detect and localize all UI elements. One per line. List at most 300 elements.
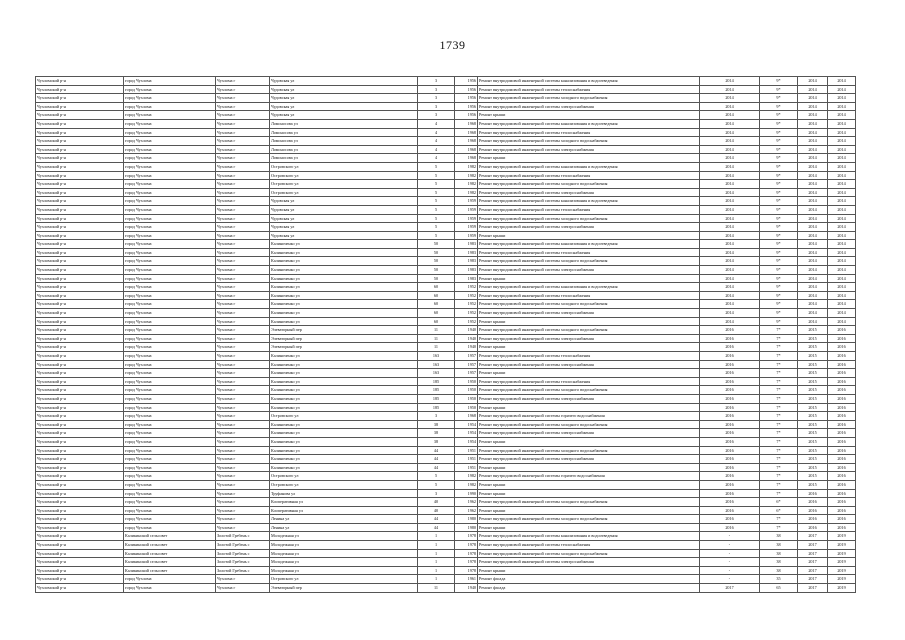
settlement-cell: Чухлома г [216, 128, 270, 137]
start-year-cell: 2014 [798, 180, 828, 189]
district-cell: Чухломский р-н [36, 515, 124, 524]
municipality-cell: город Чухлома [124, 506, 216, 515]
district-cell: Чухломский р-н [36, 377, 124, 386]
work-type-cell: Ремонт внутридомовой инженерной системы электроснабжения [478, 223, 700, 232]
table-row [36, 377, 856, 386]
house-number-cell: 185 [418, 377, 455, 386]
year-cell: 2016 [700, 360, 760, 369]
work-type-cell: Ремонт внутридомовой инженерной системы канализования и водоотведения [478, 197, 700, 206]
year-built-cell: 1983 [455, 266, 478, 275]
year-built-cell: 1968 [455, 412, 478, 421]
code-cell: 9* [760, 154, 798, 163]
start-year-cell: 2014 [798, 257, 828, 266]
settlement-cell: Чухлома г [216, 274, 270, 283]
year-built-cell: 1983 [455, 274, 478, 283]
end-year-cell: 2014 [828, 94, 856, 103]
street-cell: Молодежная ул [270, 549, 418, 558]
table-row [36, 231, 856, 240]
street-cell: Калиниченко ул [270, 360, 418, 369]
end-year-cell: 2014 [828, 197, 856, 206]
start-year-cell: 2015 [798, 429, 828, 438]
municipality-cell: город Чухлома [124, 412, 216, 421]
work-type-cell: Ремонт внутридомовой инженерной системы электроснабжения [478, 266, 700, 275]
house-number-cell: 1 [418, 558, 455, 567]
district-cell: Чухломский р-н [36, 489, 124, 498]
end-year-cell: 2016 [828, 498, 856, 507]
settlement-cell: Чухлома г [216, 523, 270, 532]
settlement-cell: Чухлома г [216, 145, 270, 154]
house-number-cell: 11 [418, 584, 455, 593]
table-row [36, 248, 856, 257]
settlement-cell: Чухлома г [216, 154, 270, 163]
code-cell: 9* [760, 274, 798, 283]
end-year-cell: 2014 [828, 154, 856, 163]
street-cell: Островского ул [270, 412, 418, 421]
house-number-cell: 50 [418, 257, 455, 266]
start-year-cell: 2015 [798, 420, 828, 429]
settlement-cell: Чухлома г [216, 102, 270, 111]
year-cell: 2016 [700, 343, 760, 352]
municipality-cell: город Чухлома [124, 369, 216, 378]
work-type-cell: Ремонт внутридомовой инженерной системы электроснабжения [478, 455, 700, 464]
code-cell: 9* [760, 119, 798, 128]
table-row [36, 188, 856, 197]
work-type-cell: Ремонт внутридомовой инженерной системы холодного водоснабжения [478, 180, 700, 189]
work-type-cell: Ремонт внутридомовой инженерной системы электроснабжения [478, 394, 700, 403]
end-year-cell: 2016 [828, 523, 856, 532]
year-built-cell: 1950 [455, 386, 478, 395]
street-cell: Ломоносова ул [270, 128, 418, 137]
end-year-cell: 2014 [828, 274, 856, 283]
year-built-cell: 1959 [455, 205, 478, 214]
house-number-cell: 3 [418, 94, 455, 103]
district-cell: Чухломский р-н [36, 162, 124, 171]
start-year-cell: 2014 [798, 154, 828, 163]
year-built-cell: 1950 [455, 394, 478, 403]
municipality-cell: город Чухлома [124, 489, 216, 498]
code-cell: 9* [760, 291, 798, 300]
work-type-cell: Ремонт внутридомовой инженерной системы электроснабжения [478, 334, 700, 343]
start-year-cell: 2015 [798, 463, 828, 472]
year-built-cell: 1983 [455, 248, 478, 257]
street-cell: Калиниченко ул [270, 300, 418, 309]
street-cell: Чудовская ул [270, 223, 418, 232]
code-cell: 7* [760, 394, 798, 403]
municipality-cell: город Чухлома [124, 257, 216, 266]
end-year-cell: 2016 [828, 463, 856, 472]
year-built-cell: 1952 [455, 309, 478, 318]
settlement-cell: Чухлома г [216, 326, 270, 335]
municipality-cell: город Чухлома [124, 145, 216, 154]
end-year-cell: 2014 [828, 85, 856, 94]
work-type-cell: Ремонт внутридомовой инженерной системы горячего водоснабжения [478, 472, 700, 481]
house-number-cell: 3 [418, 85, 455, 94]
table-row [36, 145, 856, 154]
municipality-cell: город Чухлома [124, 205, 216, 214]
code-cell: 38 [760, 541, 798, 550]
table-row [36, 437, 856, 446]
year-cell: 2014 [700, 137, 760, 146]
year-cell: 2014 [700, 128, 760, 137]
work-type-cell: Ремонт внутридомовой инженерной системы холодного водоснабжения [478, 214, 700, 223]
table-row [36, 154, 856, 163]
code-cell: 9* [760, 94, 798, 103]
municipality-cell: город Чухлома [124, 326, 216, 335]
table-row [36, 266, 856, 275]
work-type-cell: Ремонт крыши [478, 231, 700, 240]
work-type-cell: Ремонт внутридомовой инженерной системы теплоснабжения [478, 85, 700, 94]
street-cell: Калиниченко ул [270, 377, 418, 386]
code-cell: 7* [760, 334, 798, 343]
street-cell: Калиниченко ул [270, 283, 418, 292]
end-year-cell: 2016 [828, 360, 856, 369]
year-cell: 2016 [700, 352, 760, 361]
settlement-cell: Чухлома г [216, 77, 270, 86]
start-year-cell: 2014 [798, 266, 828, 275]
settlement-cell: Чухлома г [216, 515, 270, 524]
start-year-cell: 2014 [798, 94, 828, 103]
municipality-cell: город Чухлома [124, 137, 216, 146]
table-row [36, 274, 856, 283]
end-year-cell: 2016 [828, 489, 856, 498]
table-row [36, 515, 856, 524]
settlement-cell: Чухлома г [216, 180, 270, 189]
street-cell: Калиниченко ул [270, 291, 418, 300]
street-cell: Островского ул [270, 188, 418, 197]
house-number-cell: 11 [418, 343, 455, 352]
end-year-cell: 2014 [828, 145, 856, 154]
street-cell: Чудовская ул [270, 94, 418, 103]
street-cell: Чудовская ул [270, 205, 418, 214]
year-cell: 2014 [700, 223, 760, 232]
settlement-cell: Золотой Гребень с [216, 549, 270, 558]
year-cell: 2016 [700, 455, 760, 464]
end-year-cell: 2016 [828, 480, 856, 489]
code-cell: 7* [760, 489, 798, 498]
start-year-cell: 2015 [798, 334, 828, 343]
code-cell: 9* [760, 300, 798, 309]
year-built-cell: 1957 [455, 352, 478, 361]
year-cell: 2016 [700, 412, 760, 421]
table-row [36, 334, 856, 343]
district-cell: Чухломский р-н [36, 119, 124, 128]
street-cell: Элеваторный пер [270, 334, 418, 343]
table-row [36, 549, 856, 558]
end-year-cell: 2019 [828, 549, 856, 558]
end-year-cell: 2014 [828, 283, 856, 292]
year-cell: 2014 [700, 300, 760, 309]
house-number-cell: 11 [418, 334, 455, 343]
street-cell: Ломоносова ул [270, 154, 418, 163]
house-number-cell: 40 [418, 506, 455, 515]
table-row [36, 171, 856, 180]
year-built-cell: 1952 [455, 317, 478, 326]
district-cell: Чухломский р-н [36, 360, 124, 369]
municipality-cell: город Чухлома [124, 300, 216, 309]
settlement-cell: Золотой Гребень с [216, 532, 270, 541]
settlement-cell: Чухлома г [216, 360, 270, 369]
year-cell: 2014 [700, 257, 760, 266]
house-number-cell: 185 [418, 403, 455, 412]
district-cell: Чухломский р-н [36, 274, 124, 283]
municipality-cell: город Чухлома [124, 119, 216, 128]
district-cell: Чухломский р-н [36, 197, 124, 206]
table-row [36, 541, 856, 550]
municipality-cell: город Чухлома [124, 480, 216, 489]
year-built-cell: 1940 [455, 326, 478, 335]
house-number-cell: 60 [418, 291, 455, 300]
start-year-cell: 2015 [798, 437, 828, 446]
end-year-cell: 2014 [828, 291, 856, 300]
table-row [36, 257, 856, 266]
code-cell: 7* [760, 455, 798, 464]
year-cell: 2017 [700, 584, 760, 593]
house-number-cell: 1 [418, 541, 455, 550]
work-type-cell: Ремонт внутридомовой инженерной системы электроснабжения [478, 188, 700, 197]
year-cell: 2014 [700, 248, 760, 257]
district-cell: Чухломский р-н [36, 352, 124, 361]
district-cell: Чухломский р-н [36, 446, 124, 455]
municipality-cell: город Чухлома [124, 162, 216, 171]
settlement-cell: Чухлома г [216, 317, 270, 326]
end-year-cell: 2014 [828, 214, 856, 223]
street-cell: Калиниченко ул [270, 309, 418, 318]
settlement-cell: Чухлома г [216, 266, 270, 275]
municipality-cell: город Чухлома [124, 188, 216, 197]
start-year-cell: 2014 [798, 162, 828, 171]
work-type-cell: Ремонт крыши [478, 369, 700, 378]
start-year-cell: 2014 [798, 102, 828, 111]
street-cell: Островского ул [270, 180, 418, 189]
year-cell: 2014 [700, 171, 760, 180]
district-cell: Чухломский р-н [36, 85, 124, 94]
table-row [36, 420, 856, 429]
municipality-cell: город Чухлома [124, 343, 216, 352]
code-cell: 7* [760, 412, 798, 421]
code-cell: 7* [760, 480, 798, 489]
start-year-cell: 2015 [798, 412, 828, 421]
start-year-cell: 2014 [798, 317, 828, 326]
settlement-cell: Чухлома г [216, 300, 270, 309]
work-type-cell: Ремонт внутридомовой инженерной системы холодного водоснабжения [478, 498, 700, 507]
settlement-cell: Чухлома г [216, 472, 270, 481]
start-year-cell: 2015 [798, 360, 828, 369]
year-built-cell: 1956 [455, 77, 478, 86]
house-number-cell: 5 [418, 472, 455, 481]
end-year-cell: 2014 [828, 180, 856, 189]
district-cell: Чухломский р-н [36, 369, 124, 378]
house-number-cell: 50 [418, 248, 455, 257]
house-number-cell: 11 [418, 326, 455, 335]
house-number-cell: 163 [418, 369, 455, 378]
work-type-cell: Ремонт внутридомовой инженерной системы холодного водоснабжения [478, 420, 700, 429]
table-row [36, 463, 856, 472]
start-year-cell: 2016 [798, 506, 828, 515]
municipality-cell: Каликинский сельсовет [124, 541, 216, 550]
year-built-cell: 1968 [455, 119, 478, 128]
street-cell: Калиниченко ул [270, 437, 418, 446]
start-year-cell: 2014 [798, 274, 828, 283]
code-cell: 7* [760, 386, 798, 395]
street-cell: Чудовская ул [270, 214, 418, 223]
house-number-cell: 38 [418, 429, 455, 438]
house-number-cell: 44 [418, 463, 455, 472]
year-cell: 2016 [700, 403, 760, 412]
start-year-cell: 2016 [798, 489, 828, 498]
house-number-cell: 4 [418, 128, 455, 137]
start-year-cell: 2014 [798, 248, 828, 257]
year-cell: 2014 [700, 231, 760, 240]
street-cell: Калиниченко ул [270, 257, 418, 266]
district-cell: Чухломский р-н [36, 558, 124, 567]
settlement-cell: Чухлома г [216, 584, 270, 593]
table-row [36, 446, 856, 455]
settlement-cell: Чухлома г [216, 291, 270, 300]
district-cell: Чухломский р-н [36, 575, 124, 584]
house-number-cell: 60 [418, 317, 455, 326]
code-cell: 9* [760, 180, 798, 189]
code-cell: 9* [760, 137, 798, 146]
district-cell: Чухломский р-н [36, 300, 124, 309]
year-built-cell: 1957 [455, 360, 478, 369]
district-cell: Чухломский р-н [36, 455, 124, 464]
municipality-cell: город Чухлома [124, 420, 216, 429]
work-type-cell: Ремонт внутридомовой инженерной системы теплоснабжения [478, 248, 700, 257]
start-year-cell: 2017 [798, 532, 828, 541]
table-row [36, 455, 856, 464]
house-number-cell: 60 [418, 309, 455, 318]
table-row [36, 369, 856, 378]
house-number-cell: 3 [418, 77, 455, 86]
district-cell: Чухломский р-н [36, 188, 124, 197]
house-number-cell: 5 [418, 214, 455, 223]
work-type-cell: Ремонт крыши [478, 566, 700, 575]
district-cell: Чухломский р-н [36, 334, 124, 343]
settlement-cell: Чухлома г [216, 248, 270, 257]
work-type-cell: Ремонт внутридомовой инженерной системы электроснабжения [478, 360, 700, 369]
year-cell: 2014 [700, 111, 760, 120]
code-cell: 7* [760, 403, 798, 412]
table-row [36, 532, 856, 541]
year-cell: 2014 [700, 102, 760, 111]
work-type-cell: Ремонт внутридомовой инженерной системы теплоснабжения [478, 541, 700, 550]
work-type-cell: Ремонт крыши [478, 480, 700, 489]
year-cell: 2014 [700, 154, 760, 163]
settlement-cell: Золотой Гребень с [216, 541, 270, 550]
year-built-cell: 1982 [455, 180, 478, 189]
start-year-cell: 2014 [798, 214, 828, 223]
table-row [36, 300, 856, 309]
code-cell: 9* [760, 248, 798, 257]
settlement-cell: Чухлома г [216, 334, 270, 343]
street-cell: Калиниченко ул [270, 266, 418, 275]
house-number-cell: 50 [418, 274, 455, 283]
code-cell: 9* [760, 128, 798, 137]
municipality-cell: город Чухлома [124, 283, 216, 292]
municipality-cell: город Чухлома [124, 274, 216, 283]
code-cell: 7* [760, 352, 798, 361]
settlement-cell: Чухлома г [216, 480, 270, 489]
code-cell: 9* [760, 283, 798, 292]
district-cell: Чухломский р-н [36, 223, 124, 232]
municipality-cell: город Чухлома [124, 102, 216, 111]
year-built-cell: 1959 [455, 231, 478, 240]
code-cell: 9* [760, 309, 798, 318]
street-cell: Чудовская ул [270, 85, 418, 94]
start-year-cell: 2015 [798, 455, 828, 464]
year-built-cell: 1968 [455, 137, 478, 146]
work-type-cell: Ремонт внутридомовой инженерной системы электроснабжения [478, 309, 700, 318]
municipality-cell: город Чухлома [124, 111, 216, 120]
work-type-cell: Ремонт внутридомовой инженерной системы теплоснабжения [478, 352, 700, 361]
year-built-cell: 1951 [455, 455, 478, 464]
work-type-cell: Ремонт крыши [478, 343, 700, 352]
settlement-cell: Чухлома г [216, 429, 270, 438]
capital-repair-table [35, 76, 856, 593]
table-row [36, 352, 856, 361]
table-row [36, 119, 856, 128]
start-year-cell: 2015 [798, 386, 828, 395]
house-number-cell: 5 [418, 197, 455, 206]
end-year-cell: 2016 [828, 386, 856, 395]
house-number-cell: 4 [418, 145, 455, 154]
table-row [36, 523, 856, 532]
table-row [36, 489, 856, 498]
settlement-cell: Чухлома г [216, 257, 270, 266]
code-cell: 9* [760, 214, 798, 223]
district-cell: Чухломский р-н [36, 154, 124, 163]
start-year-cell: 2017 [798, 575, 828, 584]
work-type-cell: Ремонт крыши [478, 111, 700, 120]
settlement-cell: Чухлома г [216, 240, 270, 249]
work-type-cell: Ремонт внутридомовой инженерной системы канализования и водоотведения [478, 532, 700, 541]
district-cell: Чухломский р-н [36, 394, 124, 403]
year-built-cell: 1962 [455, 506, 478, 515]
start-year-cell: 2015 [798, 377, 828, 386]
street-cell: Калиниченко ул [270, 248, 418, 257]
table-row [36, 498, 856, 507]
work-type-cell: Ремонт внутридомовой инженерной системы теплоснабжения [478, 205, 700, 214]
district-cell: Чухломский р-н [36, 77, 124, 86]
district-cell: Чухломский р-н [36, 420, 124, 429]
year-built-cell: 1959 [455, 214, 478, 223]
year-built-cell: 1961 [455, 575, 478, 584]
house-number-cell: 5 [418, 205, 455, 214]
table-row [36, 111, 856, 120]
code-cell: 9* [760, 257, 798, 266]
district-cell: Чухломский р-н [36, 283, 124, 292]
end-year-cell: 2016 [828, 369, 856, 378]
end-year-cell: 2014 [828, 111, 856, 120]
municipality-cell: город Чухлома [124, 197, 216, 206]
year-built-cell: 1950 [455, 377, 478, 386]
municipality-cell: город Чухлома [124, 266, 216, 275]
settlement-cell: Чухлома г [216, 394, 270, 403]
year-cell: 2014 [700, 291, 760, 300]
house-number-cell: 1 [418, 575, 455, 584]
house-number-cell: 3 [418, 111, 455, 120]
municipality-cell: город Чухлома [124, 352, 216, 361]
settlement-cell: Чухлома г [216, 506, 270, 515]
municipality-cell: город Чухлома [124, 455, 216, 464]
start-year-cell: 2015 [798, 369, 828, 378]
settlement-cell: Чухлома г [216, 171, 270, 180]
house-number-cell: 1 [418, 549, 455, 558]
street-cell: Островского ул [270, 162, 418, 171]
start-year-cell: 2016 [798, 498, 828, 507]
work-type-cell: Ремонт внутридомовой инженерной системы теплоснабжения [478, 291, 700, 300]
code-cell: 6* [760, 506, 798, 515]
